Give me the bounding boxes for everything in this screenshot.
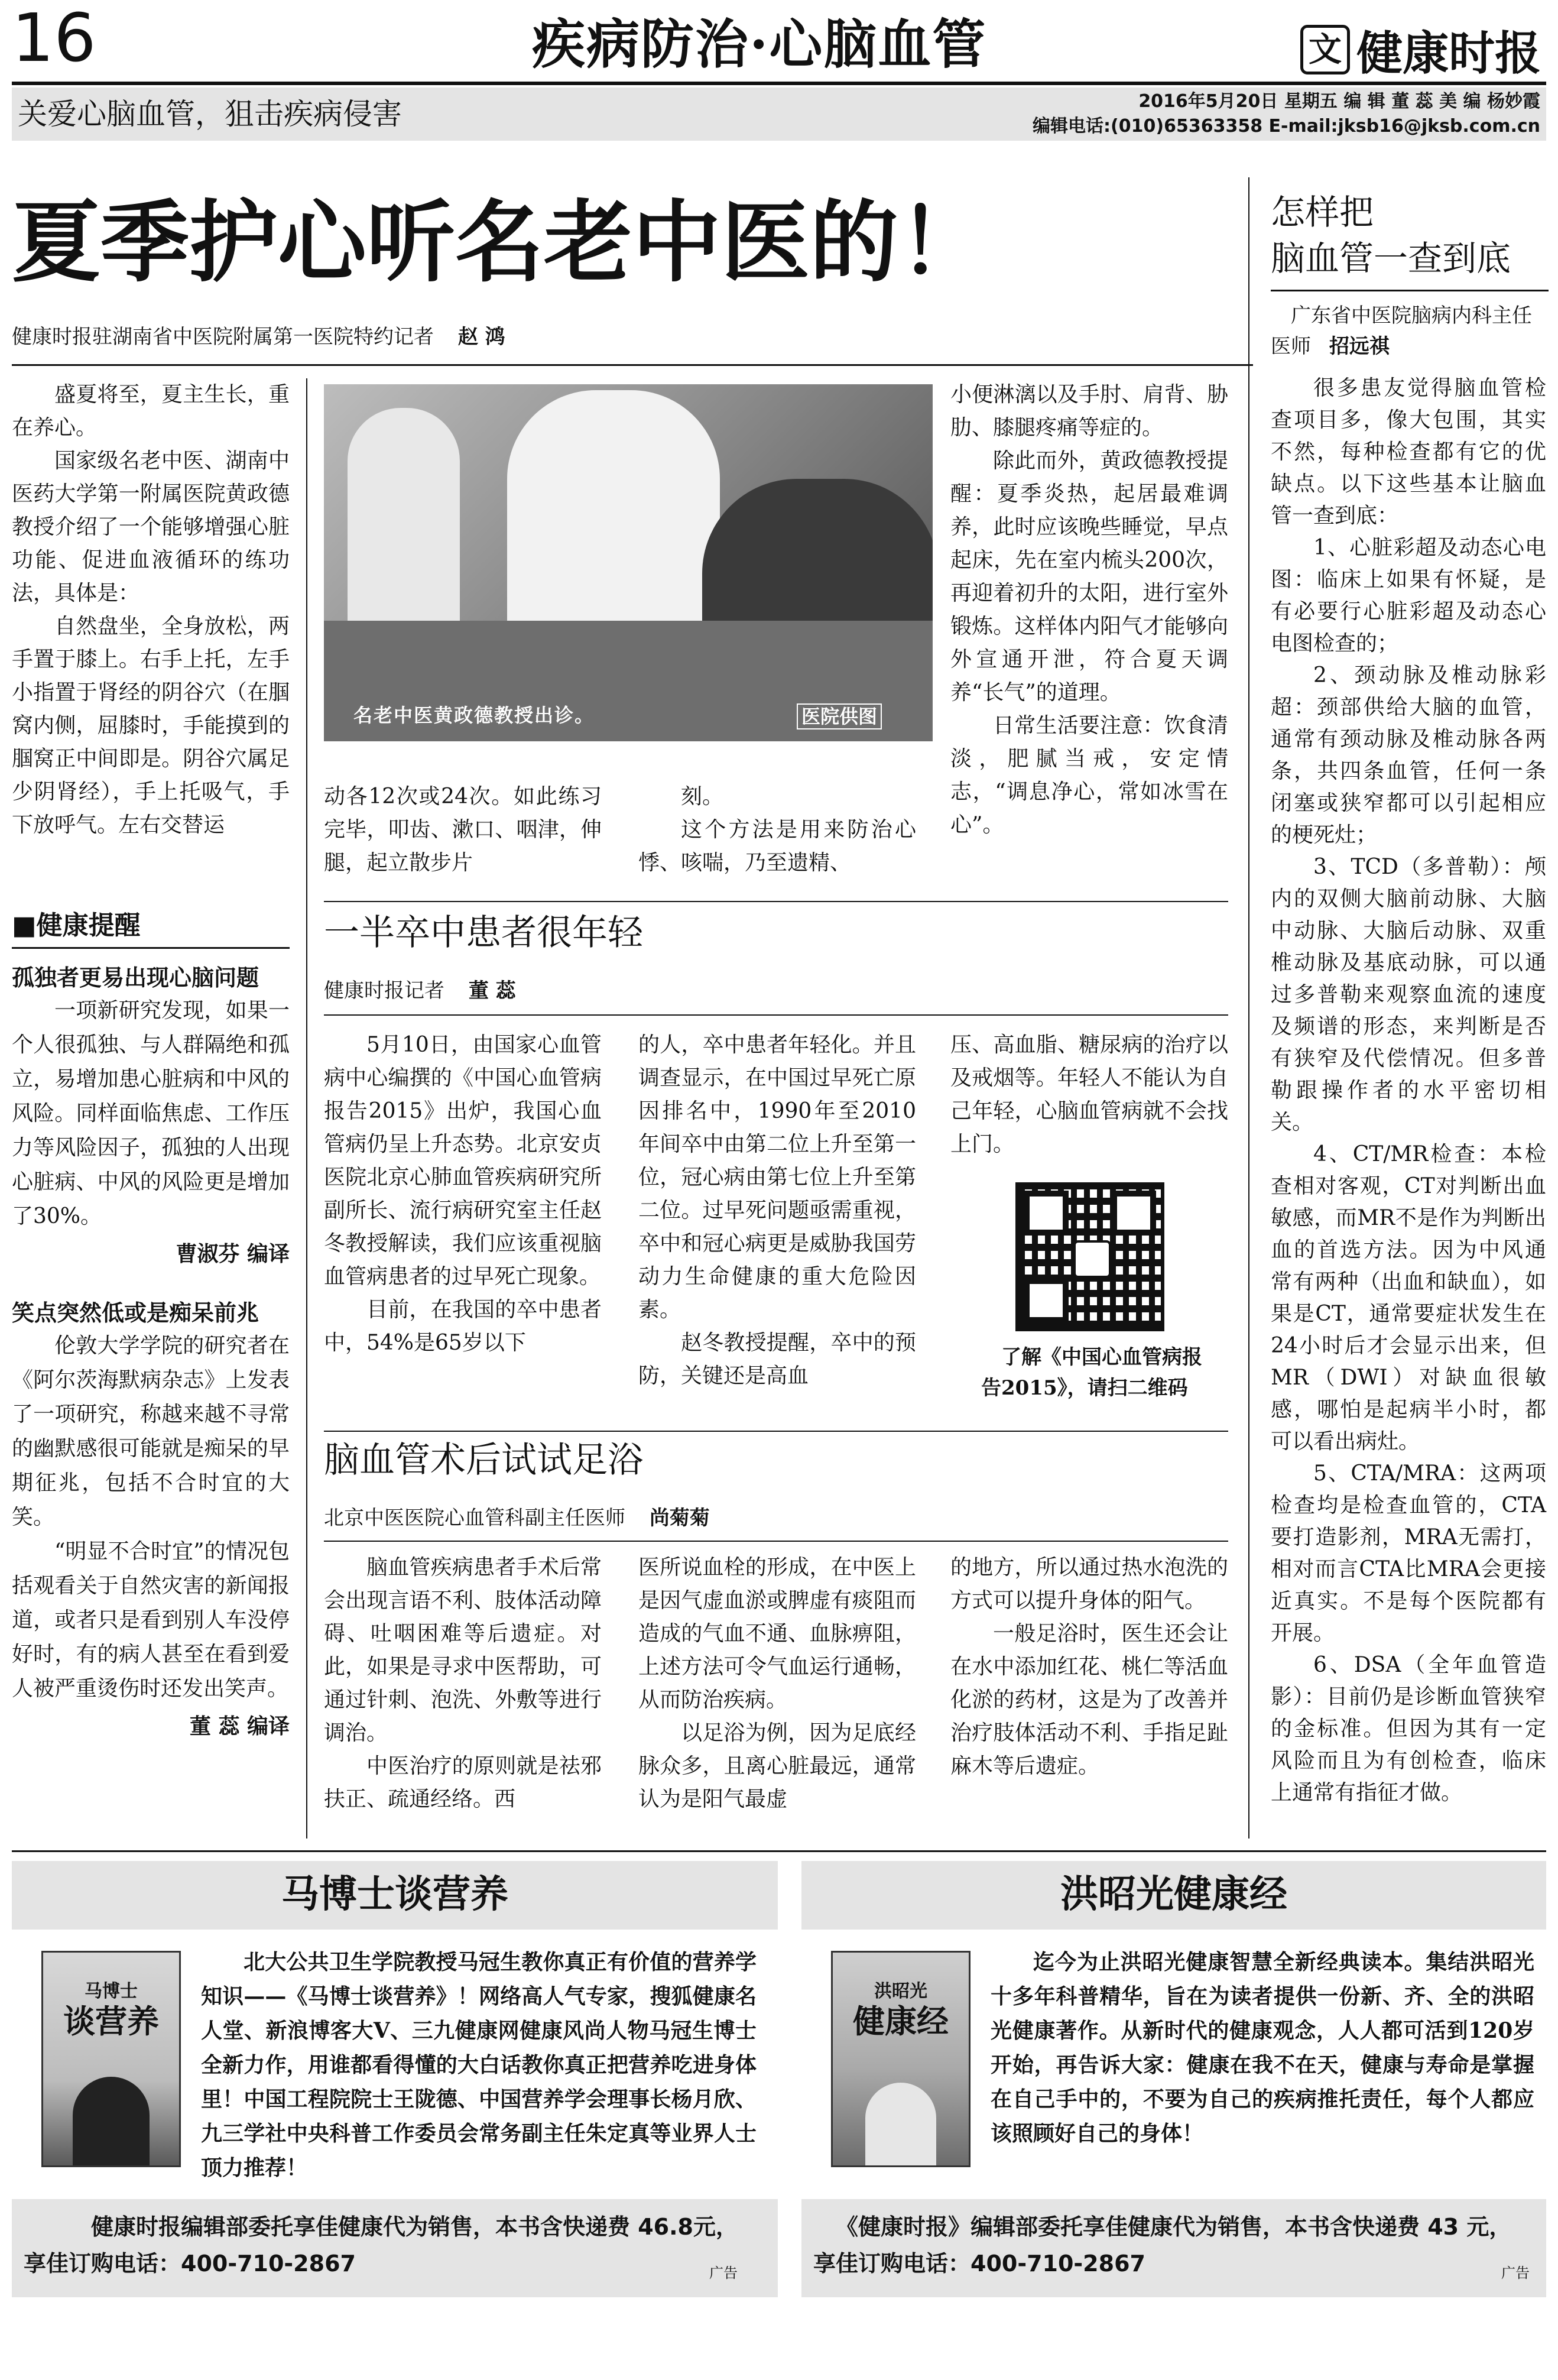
date-line: 2016年5月20日 星期五 编 辑 董 蕊 美 编 杨妙霞 <box>1138 91 1540 112</box>
main-rule <box>12 364 1253 366</box>
tip-2-author: 董 蕊 编译 <box>189 1714 290 1739</box>
footbath-byline: 北京中医医院心血管科副主任医师 尚菊菊 <box>324 1506 710 1530</box>
tips-vertical-rule <box>306 378 307 1838</box>
ad-right-mark: 广告 <box>1501 2265 1530 2281</box>
photo-caption: 名老中医黄政德教授出诊。 <box>353 704 595 727</box>
ad-right-text: 迄今为止洪昭光健康智慧全新经典读本。集结洪昭光十多年科普精华，旨在为读者提供一份新、齐、全的洪昭光健康著作。从新时代的健康观念，人人都可活到120岁开始，再告诉大家：健康在我不在天，健康与寿命是掌握在自己手中的，不要为自己的疾病推托责任，每个人都应该照顾好自己的身体！ <box>991 1950 1534 2146</box>
tip-1-body: 一项新研究发现，如果一个人很孤独、与人群隔绝和孤立，易增加患心脏病和中风的风险。同样面临焦虑、工作压力等风险因子，孤独的人出现心脏病、中风的风险更是增加了30%。 <box>12 998 290 1228</box>
footbath-headline: 脑血管术后试试足浴 <box>324 1439 643 1481</box>
footbath-rule <box>324 1541 1228 1542</box>
ad-left-header: 马博士谈营养 <box>281 1872 508 1917</box>
byline-prefix: 健康时报驻湖南省中医院附属第一医院特约记者 <box>12 325 434 349</box>
stroke-col-3: 压、高血脂、糖尿病的治疗以及戒烟等。年轻人不能认为自己年轻，心脑血管病就不会找上门。 <box>950 1033 1228 1156</box>
tip-2-title: 笑点突然低或是痴呆前兆 <box>12 1299 259 1326</box>
tip-2-body: 伦敦大学学院的研究者在《阿尔茨海默病杂志》上发表了一项研究，称越来越不寻常的幽默感很可能就是痴呆的早期征兆，包括不合时宜的大笑。 “明显不合时宜”的情况包括观看关于自然灾害的新闻报道，或者只是看到别人车没停好时，有的病人甚至在看到爱人被严重烫伤时还发出笑声。 <box>12 1334 290 1701</box>
stroke-byline: 健康时报记者 董 蕊 <box>324 979 516 1003</box>
slogan: 关爱心脑血管，狙击疾病侵害 <box>18 97 402 131</box>
logo-text: 健康时报 <box>1356 27 1541 80</box>
stroke-col-1: 5月10日，由国家心血管病中心编撰的《中国心血管病报告2015》出炉，我国心血管病仍呈上升态势。北京安贞医院北京心肺血管疾病研究所副所长、流行病研究室主任赵冬教授解读，我们应该重视脑血管病患者的过早死亡现象。 目前，在我国的卒中患者中，54%是65岁以下 <box>324 1033 602 1355</box>
ad-right-author-photo <box>865 2083 936 2165</box>
qr-logo-icon <box>1073 1240 1111 1278</box>
masthead-logo <box>1300 17 1541 80</box>
ad-left-author-photo <box>73 2077 150 2165</box>
main-headline: 夏季护心听名老中医的！ <box>12 190 988 294</box>
section-title: 疾病防治·心脑血管 <box>532 13 987 76</box>
main-col-4: 小便淋漓以及手肘、肩背、胁肋、膝腿疼痛等症的。 除此而外，黄政德教授提醒：夏季炎热，起居最难调养，此时应该晚些睡觉，早点起床，先在室内梳头200次，再迎着初升的太阳，进行室外锻炼。这样体内阳气才能够向外宣通开泄，符合夏天调养“长气”的道理。 日常生活要注意：饮食清淡，肥腻当戒，安定情志，“调息净心，常如冰雪在心”。 <box>950 382 1228 837</box>
footbath-col-3: 的地方，所以通过热水泡洗的方式可以提升身体的阳气。 一般足浴时，医生还会让在水中添加红花、桃仁等活血化淤的药材，这是为了改善并治疗肢体活动不利、手指足趾麻木等后遗症。 <box>950 1555 1228 1778</box>
photo-credit: 医院供图 <box>797 703 882 729</box>
tip-1-title: 孤独者更易出现心脑问题 <box>12 964 259 991</box>
footbath-col-1: 脑血管疾病患者手术后常会出现言语不利、肢体活动障碍、吐咽困难等后遗症。对此，如果是寻求中医帮助，可通过针刺、泡洗、外敷等进行调治。 中医治疗的原则就是祛邪扶正、疏通经络。西 <box>324 1555 602 1811</box>
ad-right-header: 洪昭光健康经 <box>1060 1872 1287 1917</box>
right-headline: 怎样把 脑血管一查到底 <box>1271 192 1511 278</box>
stroke-headline: 一半卒中患者很年轻 <box>324 912 643 954</box>
right-article-body: 很多患友觉得脑血管检查项目多，像大包围，其实不然，每种检查都有它的优缺点。以下这些基本让脑血管一查到底： 1、心脏彩超及动态心电图：临床上如果有怀疑，是有必要行心脏彩超及动态心电图检查的； 2、颈动脉及椎动脉彩超：颈部供给大脑的血管，通常有颈动脉及椎动脉各两条，共四条血管，任何一条闭塞或狭窄都可以引起相应的梗死灶； 3、TCD（多普勒）：颅内的双侧大脑前动脉、大脑中动脉、大脑后动脉、双重椎动脉及基底动脉，可以通过多普勒来观察血流的速度及频谱的形态，来判断是否有狭窄及代偿情况。但多普勒跟操作者的水平密切相关。 4、CT/MR检查：本检查相对客观，CT对判断出血敏感，而MR不是作为判断出血的首选方法。因为中风通常有两种（出血和缺血），如果是CT，通常要症状发生在24小时后才会显示出来，但MR（DWI）对缺血很敏感，哪怕是起病半小时，都可以看出病灶。 5、CTA/MRA：这两项检查均是检查血管的，CTA要打造影剂，MRA无需打，相对而言CTA比MRA会更接近真实。不是每个医院都有开展。 6、DSA（全年血管造影）：目前仍是诊断血管狭窄的金标准。但因为其有一定风险而且为有创检查，临床上通常有指征才做。 <box>1271 376 1546 1805</box>
health-tips-column <box>12 908 290 1740</box>
stroke-col-2: 的人，卒中患者年轻化。并且调查显示，在中国过早死亡原因排名中，1990年至2010年间卒中由第二位上升至第一位，冠心病由第七位上升至第二位。过早死问题亟需重视，卒中和冠心病更是威胁我国劳动力生命健康的重大危险因素。 赵冬教授提醒，卒中的预防，关键还是高血 <box>638 1033 916 1388</box>
stroke-rule <box>324 1014 1228 1016</box>
main-col-2: 动各12次或24次。如此练习完毕，叩齿、漱口、咽津，伸腿，起立散步片 <box>324 784 602 875</box>
right-vertical-rule <box>1248 177 1249 1838</box>
divider-under-main <box>324 901 1228 902</box>
divider-under-stroke <box>324 1431 1228 1432</box>
ad-left-mark: 广告 <box>709 2265 738 2281</box>
ad-left-book-cover[interactable]: 马博士 谈营养 <box>41 1951 181 2167</box>
masthead-rule <box>12 82 1546 85</box>
health-tips-header: ■健康提醒 <box>12 908 290 949</box>
ad-left-text: 北大公共卫生学院教授马冠生教你真正有价值的营养学知识——《马博士谈营养》！网络高人气专家，搜狐健康名人堂、新浪博客大V、三九健康网健康风尚人物马冠生博士全新力作，用谁都看得懂的大白话教你真正把营养吃进身体里！中国工程院院士王陇德、中国营养学会理事长杨月欣、九三学社中央科普工作委员会常务副主任朱定真等业界人士顶力推荐！ <box>201 1950 757 2180</box>
footbath-col-2: 医所说血栓的形成，在中医上是因气虚血淤或脾虚有痰阻而造成的气血不通、血脉痹阻，上述方法可令气血运行通畅，从而防治疾病。 以足浴为例，因为足底经脉众多，且离心脏最远，通常认为是阳气最虚 <box>638 1555 916 1811</box>
main-byline <box>12 324 505 350</box>
main-col-1: 盛夏将至，夏主生长，重在养心。 国家级名老中医、湖南中医药大学第一附属医院黄政德教授介绍了一个能够增强心脏功能、促进血液循环的练功法，具体是： 自然盘坐，全身放松，两手置于膝上。右手上托，左手小指置于肾经的阴谷穴（在腘窝内侧，屈膝时，手能摸到的腘窝正中间即是。阴谷穴属足少阴肾经），手上托吸气，手下放呼气。左右交替运 <box>12 382 290 837</box>
main-col-3: 刻。 这个方法是用来防治心悸、咳喘，乃至遗精、 <box>638 784 916 875</box>
ad-right-book-cover[interactable]: 洪昭光 健康经 <box>831 1951 970 2167</box>
byline-name: 赵 鸿 <box>457 325 505 349</box>
right-byline: 广东省中医院脑病内科主任医师 招远祺 <box>1271 304 1532 358</box>
qr-caption: 了解《中国心血管病报告2015》，请扫二维码 <box>981 1345 1202 1400</box>
contact-line: 编辑电话:(010)65363358 E-mail:jksb16@jksb.com.cn <box>1033 116 1540 137</box>
page-number: 16 <box>12 0 96 77</box>
ads-top-rule <box>12 1850 1546 1852</box>
right-rule <box>1271 290 1549 291</box>
qr-code[interactable] <box>1015 1182 1164 1331</box>
tip-1-author: 曹淑芬 编译 <box>176 1241 290 1266</box>
doctor-photo <box>324 384 933 741</box>
logo-icon: 文 <box>1300 25 1350 74</box>
ad-left-footer: 健康时报编辑部委托享佳健康代为销售，本书含快递费 46.8元，享佳订购电话：400-710-2867 <box>24 2214 738 2277</box>
ad-right-footer: 《健康时报》编辑部委托享佳健康代为销售，本书含快递费 43 元，享佳订购电话：400-710-2867 <box>813 2214 1512 2277</box>
